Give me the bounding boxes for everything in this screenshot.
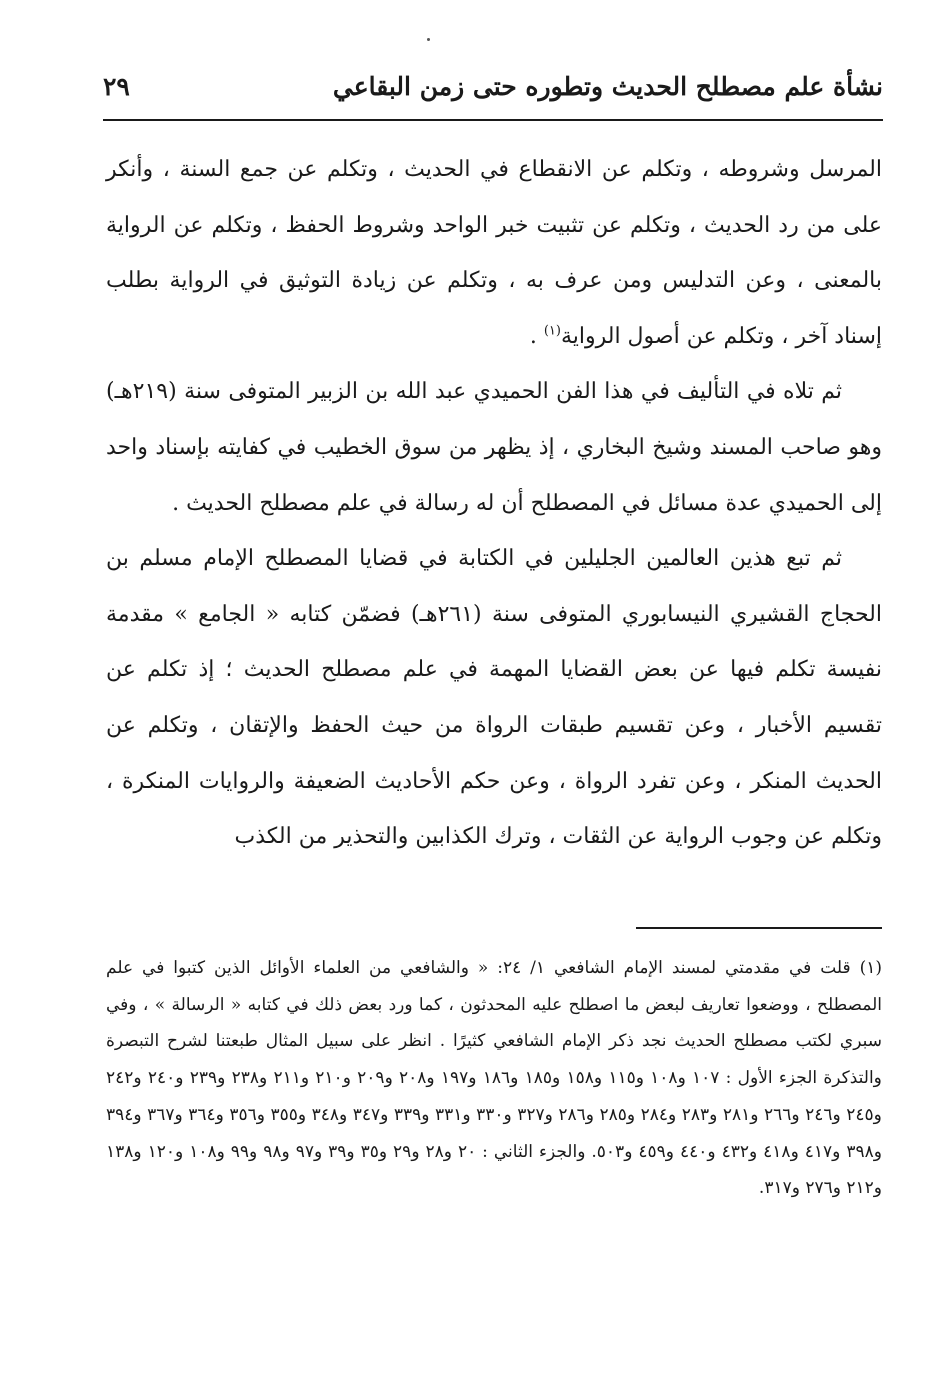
page-speck [427, 38, 430, 41]
running-title: نشأة علم مصطلح الحديث وتطوره حتى زمن البقاعي [332, 72, 883, 101]
paragraph-text: المرسل وشروطه ، وتكلم عن الانقطاع في الحديث ، وتكلم عن جمع السنة ، وأنكر على من رد الحديث ، وتكلم عن تثبيت خبر الواحد وشروط الحفظ ، وتكلم عن الرواية بالمعنى ، وعن التدليس ومن عرف به ، وتكلم عن زيادة التوثيق في الرواية بطلب إسناد آخر ، وتكلم عن أصول الرواية [106, 157, 882, 349]
main-text [106, 142, 882, 865]
page-header [103, 72, 883, 112]
paragraph-end: . [529, 323, 544, 349]
header-divider [103, 119, 883, 121]
footnote-marker[interactable]: (١) [543, 323, 561, 339]
paragraph [106, 531, 882, 865]
footnotes-section [106, 950, 882, 1207]
page-number: ٢٩ [103, 72, 130, 101]
paragraph-text: ثم تبع هذين العالمين الجليلين في الكتابة في قضايا المصطلح الإمام مسلم بن الحجاج القشيري النيسابوري المتوفى سنة (٢٦١هـ) فضمّن كتابه « الجامع » مقدمة نفيسة تكلم فيها عن بعض القضايا المهمة في علم مصطلح الحديث ؛ إذ تكلم عن تقسيم الأخبار ، وعن تقسيم طبقات الرواة من حيث الحفظ والإتقان ، وتكلم عن الحديث المنكر ، وعن تفرد الرواة ، وعن حكم الأحاديث الضعيفة والروايات المنكرة ، وتكلم عن وجوب الرواية عن الثقات ، وترك الكذابين والتحذير من الكذب [106, 546, 882, 850]
footnote-divider [636, 927, 882, 929]
footnote: (١) قلت في مقدمتي لمسند الإمام الشافعي ١/ ٢٤: « والشافعي من العلماء الأوائل الذين كتبوا في علم المصطلح ، ووضعوا تعاريف لبعض ما اصطلح عليه المحدثون ، كما ورد بعض ذلك في كتابه « الرسالة » ، وفي سبري لكتب مصطلح الحديث نجد ذكر الإمام الشافعي كثيرًا . انظر على سبيل المثال طبعتنا لشرح التبصرة والتذكرة الجزء الأول : ١٠٧ و١٠٨ و١١٥ و١٥٨ و١٨٥ و١٨٦ و١٩٧ و٢٠٨ و٢٠٩ و٢١٠ و٢١١ و٢٣٨ و٢٣٩ و٢٤٠ و٢٤٢ و٢٤٥ و٢٤٦ و٢٦٦ و٢٨١ و٢٨٣ و٢٨٤ و٢٨٥ و٢٨٦ و٣٢٧ و٣٣٠ و٣٣١ و٣٣٩ و٣٤٧ و٣٤٨ و٣٥٥ و٣٥٦ و٣٦٤ و٣٦٧ و٣٩٤ و٣٩٨ و٤١٧ و٤١٨ و٤٣٢ و٤٤٠ و٤٥٩ و٥٠٣. والجزء الثاني : ٢٠ و٢٨ و٢٩ و٣٥ و٣٩ و٩٧ و٩٨ و٩٩ و١٠٨ و١٢٠ و١٣٨ و٢١٢ و٢٧٦ و٣١٧. [106, 958, 882, 1199]
paragraph [106, 364, 882, 531]
paragraph [106, 142, 882, 364]
paragraph-text: ثم تلاه في التأليف في هذا الفن الحميدي عبد الله بن الزبير المتوفى سنة (٢١٩هـ) وهو صاحب المسند وشيخ البخاري ، إذ يظهر من سوق الخطيب في كفايته بإسناد واحد إلى الحميدي عدة مسائل في المصطلح أن له رسالة في علم مصطلح الحديث . [106, 379, 882, 516]
